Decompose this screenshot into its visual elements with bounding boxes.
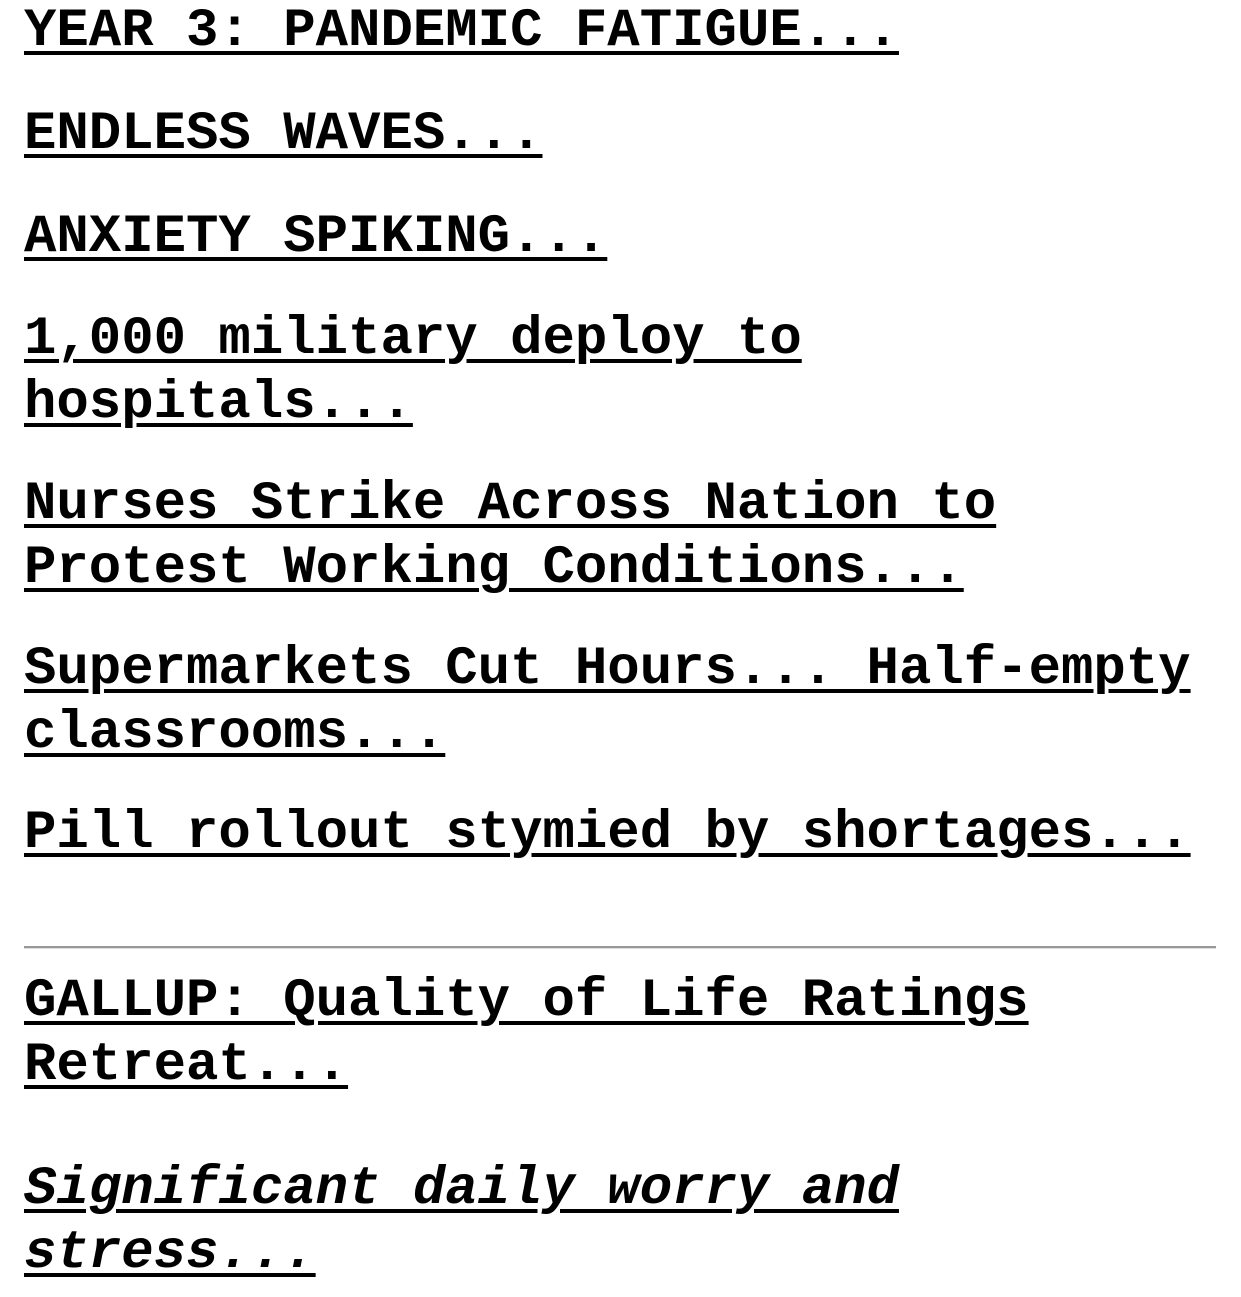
headline-endless-waves	[24, 103, 1221, 167]
headline-anxiety-spiking	[24, 206, 1221, 270]
headline-link[interactable]: ANXIETY SPIKING...	[24, 207, 608, 268]
headline-link[interactable]: GALLUP: Quality of Life Ratings Retreat...	[24, 971, 1029, 1096]
headline-link[interactable]: 1,000 military deploy to hospitals...	[24, 309, 802, 434]
headline-military-deploy	[24, 308, 1221, 436]
headline-pandemic-fatigue	[24, 0, 1221, 64]
headline-pill-rollout	[24, 802, 1221, 866]
headline-gallup-quality-of-life	[24, 970, 1221, 1098]
headline-link[interactable]: ENDLESS WAVES...	[24, 104, 543, 165]
headline-link[interactable]: Nurses Strike Across Nation to Protest Working Conditions...	[24, 474, 997, 599]
headline-nurses-strike	[24, 473, 1221, 601]
headline-link[interactable]: Pill rollout stymied by shortages...	[24, 803, 1191, 864]
headline-link[interactable]: YEAR 3: PANDEMIC FATIGUE...	[24, 1, 899, 62]
headline-link[interactable]: Significant daily worry and stress...	[24, 1159, 899, 1284]
headline-supermarkets-cut-hours	[24, 638, 1221, 766]
headline-daily-worry	[24, 1158, 1221, 1286]
headline-link[interactable]: Supermarkets Cut Hours... Half-empty classrooms...	[24, 639, 1191, 764]
section-divider	[24, 946, 1216, 949]
